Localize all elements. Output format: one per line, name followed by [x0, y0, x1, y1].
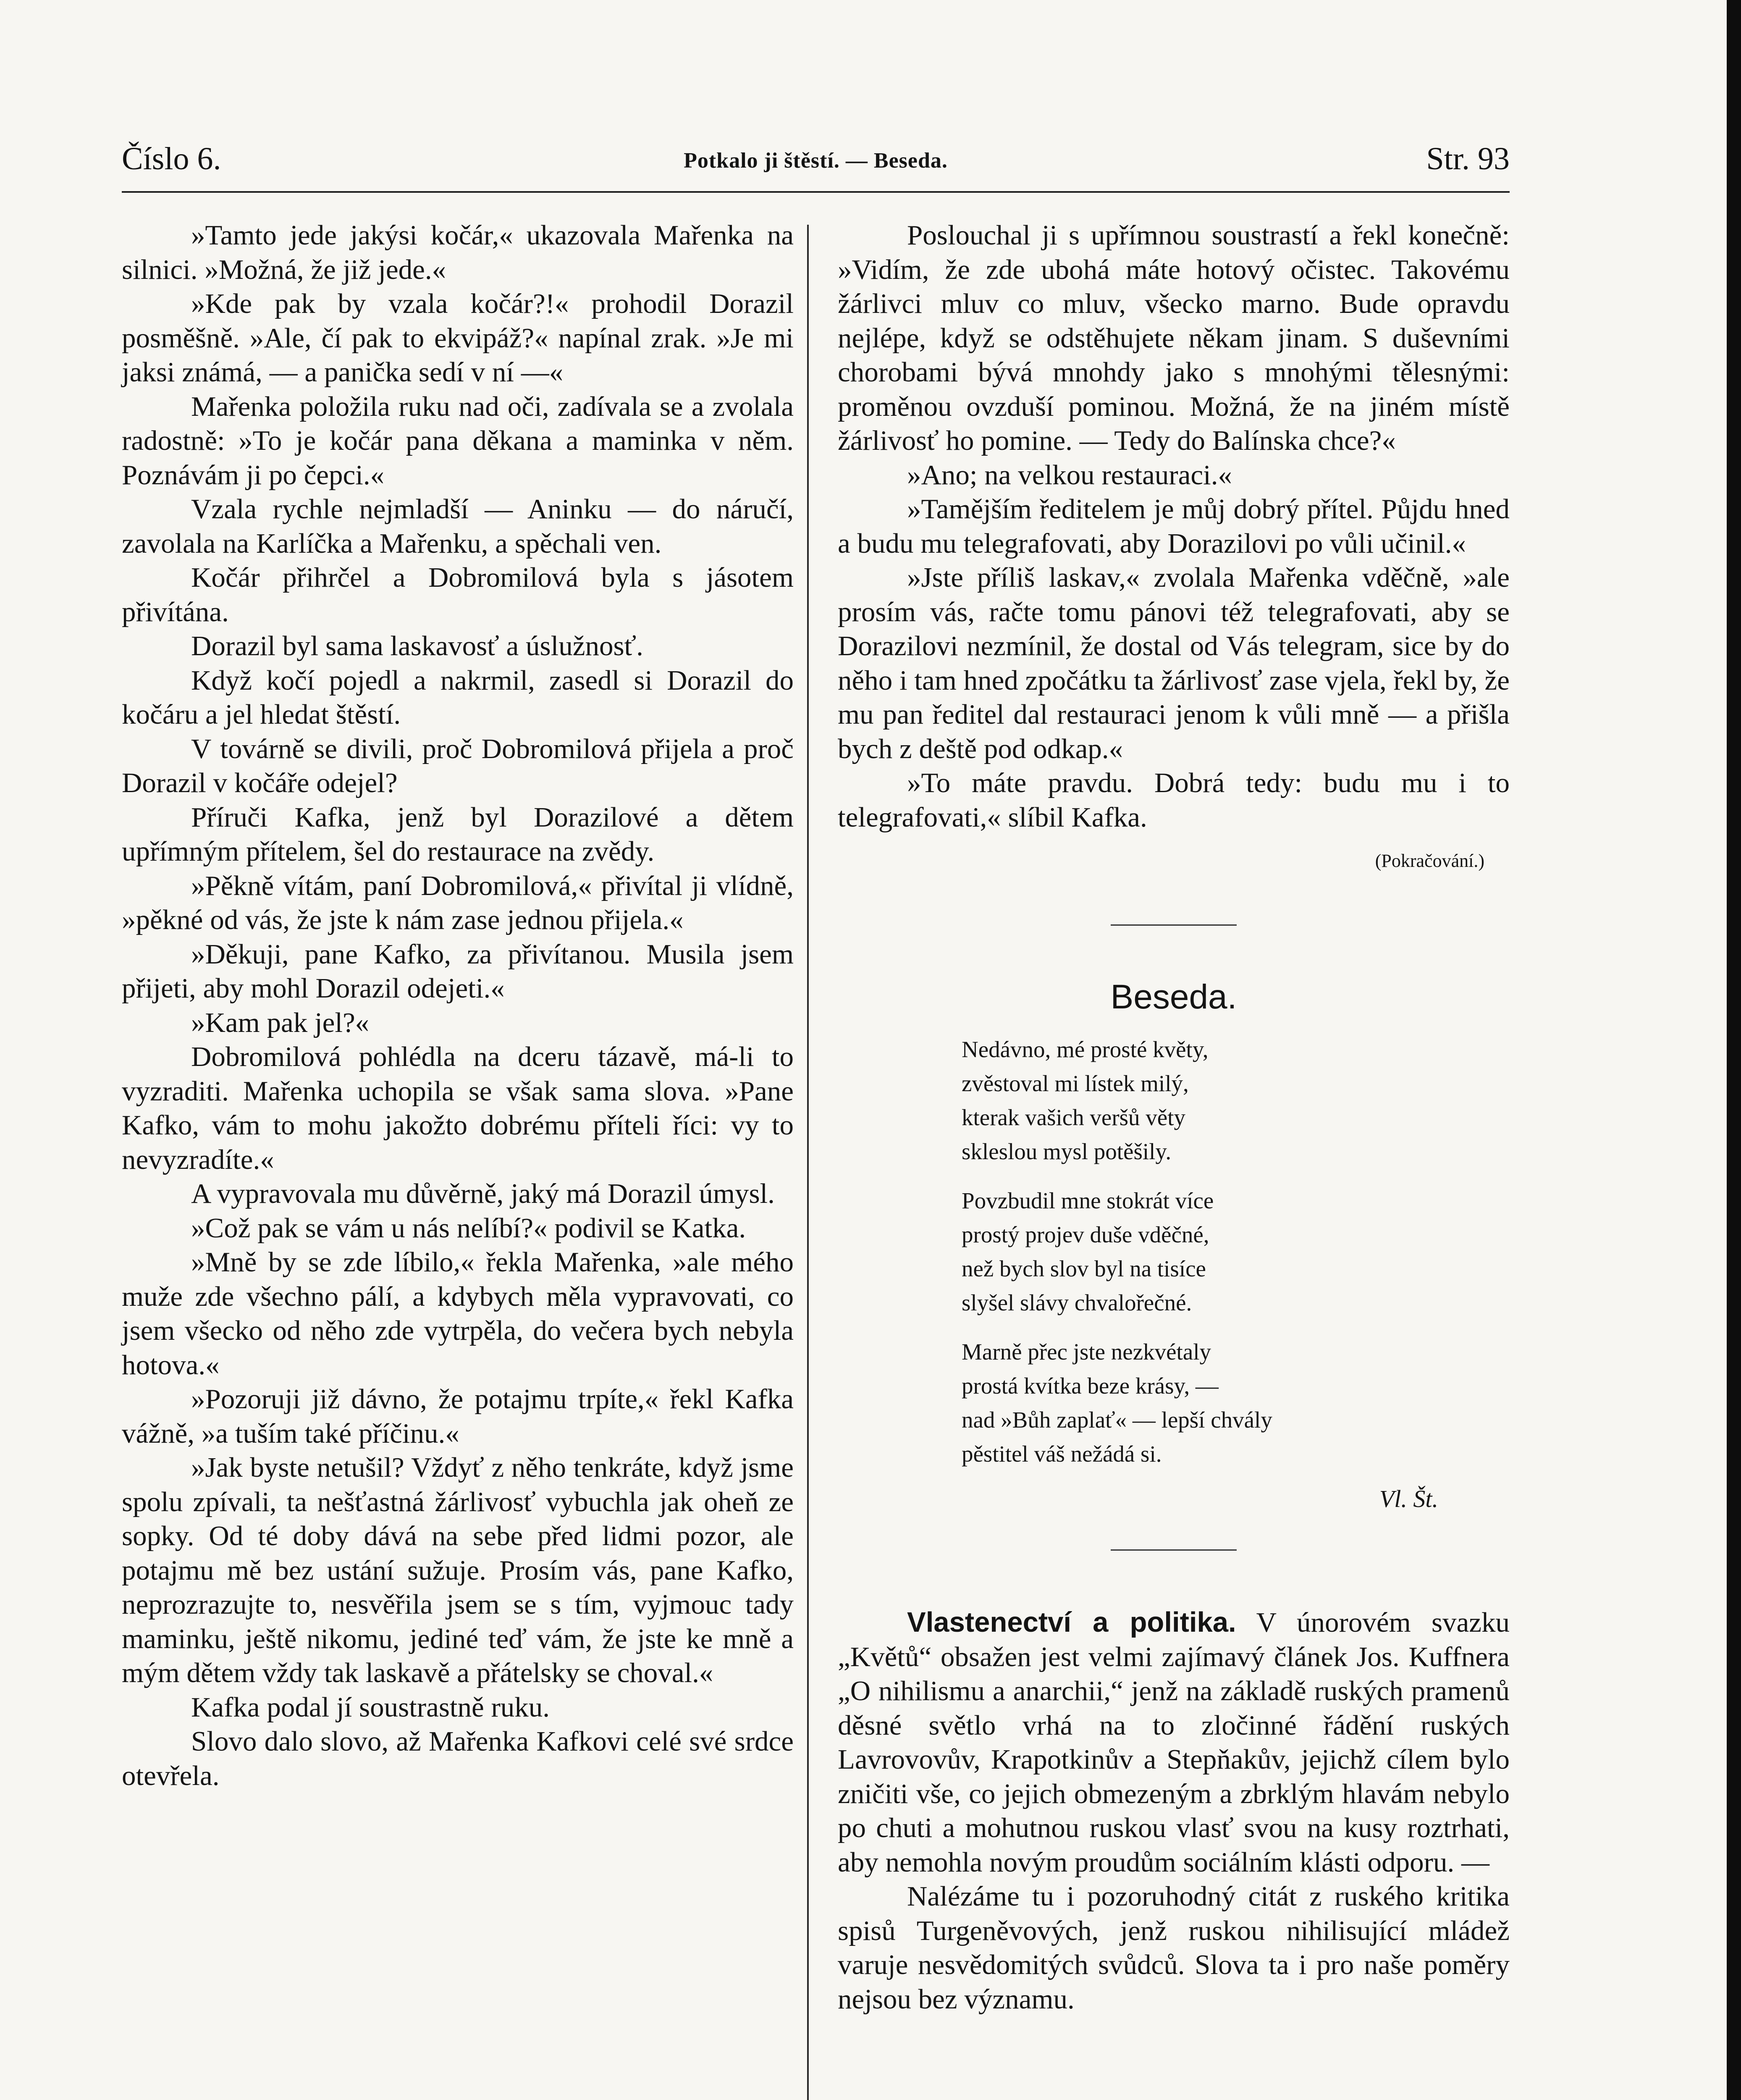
paragraph: Slovo dalo slovo, až Mařenka Kafkovi celé své srdce otevřela.: [122, 1726, 794, 1791]
paragraph: »Pěkně vítám, paní Dobromilová,« přivítal ji vlídně, »pěkné od vás, že jste k nám zase jednou přijela.«: [122, 870, 794, 935]
poem-line: Nedávno, mé prosté květy,: [962, 1036, 1209, 1062]
poem-line: skleslou mysl potěšily.: [962, 1138, 1172, 1164]
running-title: Potkalo ji štěstí. — Beseda.: [684, 149, 948, 173]
poem-signature: Vl. Št.: [1379, 1485, 1438, 1512]
paragraph: »Kde pak by vzala kočár?!« prohodil Dorazil posměšně. »Ale, čí pak to ekvipáž?« napínal zrak. »Je mi jaksi známá, — a panička sedí v ní —«: [122, 288, 794, 388]
continuation-note: (Pokračování.): [1375, 850, 1484, 871]
poem: [838, 1032, 1510, 1471]
paragraph: Příruči Kafka, jenž byl Dorazilové a dětem upřímným přítelem, šel do restaurace na zvědy.: [122, 801, 794, 867]
article-heading: Vlastenectví a politika.: [907, 1606, 1236, 1638]
poem-line: zvěstoval mi lístek milý,: [962, 1070, 1189, 1096]
paragraph: »Tamějším ředitelem je můj dobrý přítel. Půjdu hned a budu mu telegrafovati, aby Dorazilovi po vůli učinil.«: [838, 494, 1510, 559]
paragraph: V továrně se divili, proč Dobromilová přijela a proč Dorazil v kočáře odejel?: [122, 733, 794, 798]
paragraph: Dobromilová pohlédla na dceru tázavě, má-li to vyzraditi. Mařenka uchopila se však sama slova. »Pane Kafko, vám to mohu jakožto dobrému příteli říci: vy to nevyzradíte.«: [122, 1041, 794, 1175]
left-column: [122, 218, 794, 1793]
paragraph: »Jste příliš laskav,« zvolala Mařenka vděčně, »ale prosím vás, račte tomu pánovi též telegrafovati, aby se Dorazilovi nezmínil, že dostal od Vás telegram, sice by do něho i tam hned zpočátku ta žárlivosť zase vjela, řekl by, že mu pan ředitel dal restauraci jenom k vůli mně — a přišla bych z deště pod odkap.«: [838, 562, 1510, 764]
paragraph: »Jak byste netušil? Vždyť z něho tenkráte, když jsme spolu zpívali, ta nešťastná žárlivosť vybuchla jak oheň ze sopky. Od té doby dává na sebe před lidmi pozor, ale potajmu mě bez ustání sužuje. Prosím vás, pane Kafko, neprozrazujte to, nesvěřila jsem se s tím, vyjmouc tady maminku, ještě nikomu, jediné teď vám, že jste ke mně a mým dětem vždy tak laskavě a přátelsky se choval.«: [122, 1452, 794, 1688]
paragraph: »Tamto jede jakýsi kočár,« ukazovala Mařenka na silnici. »Možná, že již jede.«: [122, 220, 794, 285]
poem-line: Marně přec jste nezkvétaly: [962, 1339, 1211, 1365]
paragraph: Kočár přihrčel a Dobromilová byla s jásotem přivítána.: [122, 562, 794, 627]
paragraph: Když kočí pojedl a nakrmil, zasedl si Dorazil do kočáru a jel hledat štěstí.: [122, 664, 794, 730]
poem-stanza: [962, 1032, 1510, 1168]
poem-line: prostý projev duše vděčné,: [962, 1221, 1209, 1247]
page-number: Str. 93: [1426, 141, 1510, 176]
paragraph: Poslouchal ji s upřímnou soustrastí a řekl konečně: »Vidím, že zde ubohá máte hotový očistec. Takovému žárlivci mluv co mluv, všecko marno. Bude opravdu nejlépe, když se odstěhujete někam jinam. S duševními chorobami bývá mnohdy jako s mnohými tělesnými: proměnou ovzduší pominou. Možná, že na jiném místě žárlivosť ho pomine. — Tedy do Balínska chce?«: [838, 220, 1510, 456]
poem-line: prostá kvítka beze krásy, —: [962, 1373, 1219, 1399]
section-rule: [1111, 1549, 1237, 1551]
poem-line: pěstitel váš nežádá si.: [962, 1441, 1162, 1467]
article-paragraph: [838, 1605, 1510, 1880]
paragraph: »Kam pak jel?«: [191, 1007, 370, 1038]
paragraph: »Děkuji, pane Kafko, za přivítanou. Musila jsem přijeti, aby mohl Dorazil odejeti.«: [122, 938, 794, 1004]
issue-number: Číslo 6.: [122, 141, 221, 176]
right-column: [838, 218, 1510, 2016]
poem-line: kterak vašich veršů věty: [962, 1104, 1186, 1130]
page-header: [122, 141, 1510, 191]
header-rule: [122, 191, 1510, 193]
section-rule: [1111, 924, 1237, 926]
paragraph: »Mně by se zde líbilo,« řekla Mařenka, »ale mého muže zde všechno pálí, a kdybych měla vypravovati, co jsem všecko od něho zde vytrpěla, do večera bych nebyla hotova.«: [122, 1247, 794, 1381]
poem-stanza: [962, 1335, 1510, 1471]
poem-line: nad »Bůh zaplať« — lepší chvály: [962, 1407, 1272, 1433]
poem-line: než bych slov byl na tisíce: [962, 1255, 1206, 1281]
column-divider: [807, 225, 809, 2100]
paragraph: »Pozoruji již dávno, že potajmu trpíte,« řekl Kafka vážně, »a tuším také příčinu.«: [122, 1383, 794, 1449]
paragraph: Kafka podal jí soustrastně ruku.: [191, 1691, 550, 1723]
poem-line: slyšel slávy chvalořečné.: [962, 1289, 1192, 1315]
scan-edge-right: [1727, 0, 1741, 2100]
paragraph: A vypravovala mu důvěrně, jaký má Dorazil úmysl.: [191, 1178, 775, 1209]
paragraph: »Ano; na velkou restauraci.«: [907, 459, 1232, 491]
article-paragraph: Nalézáme tu i pozoruhodný citát z ruského kritika spisů Turgeněvových, jenž ruskou nihilisující mládež varuje nesvědomitých svůdců. Slova ta i pro naše poměry nejsou bez významu.: [838, 1881, 1510, 2015]
paragraph: »Což pak se vám u nás nelíbí?« podivil se Katka.: [191, 1212, 746, 1244]
paragraph: Mařenka položila ruku nad oči, zadívala se a zvolala radostně: »To je kočár pana děkana a maminka v něm. Poznávám ji po čepci.«: [122, 391, 794, 491]
paragraph: »To máte pravdu. Dobrá tedy: budu mu i to telegrafovati,« slíbil Kafka.: [838, 767, 1510, 833]
paragraph: Dorazil byl sama laskavosť a úslužnosť.: [191, 630, 643, 662]
paragraph: Vzala rychle nejmladší — Aninku — do náručí, zavolala na Karlíčka a Mařenku, a spěchali ven.: [122, 494, 794, 559]
poem-stanza: [962, 1184, 1510, 1320]
article-text: V únorovém svazku „Květů“ obsažen jest velmi zajímavý článek Jos. Kuffnera „O nihilismu a anarchii,“ jenž na základě ruských pramenů děsné světlo vrhá na to zločinné řádění ruských Lavrovovův, Krapotkinův a Stepňakův, jejichž cílem bylo zničiti vše, co jejich obmezeným a zbrklým hlavám nebylo po chuti a mohutnou ruskou vlasť svou na kusy roztrhati, aby nemohla novým proudům sociálním klásti odporu. —: [838, 1607, 1510, 1878]
poem-title: Beseda.: [1110, 977, 1237, 1016]
poem-line: Povzbudil mne stokrát více: [962, 1187, 1214, 1213]
